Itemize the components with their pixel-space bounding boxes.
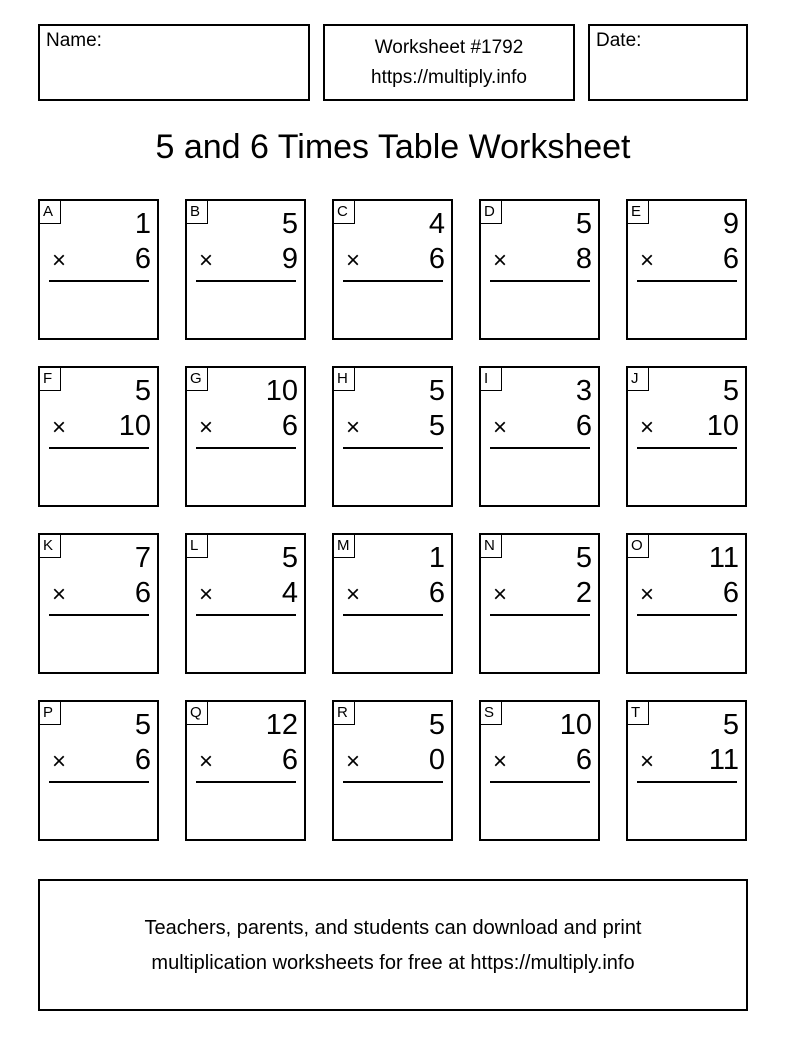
problem-card <box>38 700 159 841</box>
times-sign: × <box>199 247 214 274</box>
problem-card <box>626 533 747 674</box>
problem-letter: J <box>628 368 649 391</box>
times-sign: × <box>640 581 655 608</box>
answer-line <box>343 614 443 616</box>
problem-card <box>626 366 747 507</box>
times-sign: × <box>52 414 67 441</box>
problem-multiplier: 10 <box>706 410 739 442</box>
problem-multiplicand: 5 <box>281 542 298 574</box>
problem-multiplicand: 5 <box>722 375 739 407</box>
problem-multiplicand: 5 <box>428 709 445 741</box>
answer-line <box>49 781 149 783</box>
problem-card <box>479 366 600 507</box>
problem-multiplicand: 12 <box>265 709 298 741</box>
answer-line <box>343 447 443 449</box>
answer-line <box>196 447 296 449</box>
answer-line <box>490 781 590 783</box>
answer-line <box>490 447 590 449</box>
problem-multiplier: 10 <box>118 410 151 442</box>
problem-card <box>38 533 159 674</box>
problem-multiplicand: 10 <box>559 709 592 741</box>
times-sign: × <box>493 748 508 775</box>
problem-letter: O <box>628 535 649 558</box>
problem-card <box>38 366 159 507</box>
times-sign: × <box>346 748 361 775</box>
problem-letter: G <box>187 368 208 391</box>
answer-line <box>637 447 737 449</box>
problem-card <box>38 199 159 340</box>
times-sign: × <box>493 414 508 441</box>
problem-card <box>332 366 453 507</box>
problem-card <box>479 199 600 340</box>
times-sign: × <box>346 414 361 441</box>
footer-text-line-1: Teachers, parents, and students can download and print <box>144 917 642 939</box>
problem-multiplier: 6 <box>575 410 592 442</box>
problem-multiplicand: 5 <box>722 709 739 741</box>
problem-multiplier: 6 <box>281 744 298 776</box>
problem-letter: P <box>40 702 61 725</box>
times-sign: × <box>493 247 508 274</box>
problem-multiplier: 4 <box>281 577 298 609</box>
problem-multiplier: 0 <box>428 744 445 776</box>
problem-multiplicand: 5 <box>281 208 298 240</box>
footer-box <box>38 879 748 1011</box>
answer-line <box>343 781 443 783</box>
answer-line <box>196 280 296 282</box>
problem-card <box>626 199 747 340</box>
problem-card <box>332 533 453 674</box>
problem-multiplier: 9 <box>281 243 298 275</box>
worksheet-url: https://multiply.info <box>371 67 527 88</box>
answer-line <box>343 280 443 282</box>
answer-line <box>49 447 149 449</box>
page-title: 5 and 6 Times Table Worksheet <box>155 128 631 166</box>
times-sign: × <box>640 414 655 441</box>
problem-multiplier: 2 <box>575 577 592 609</box>
problem-multiplier: 6 <box>575 744 592 776</box>
problem-multiplicand: 5 <box>134 375 151 407</box>
problem-card <box>185 533 306 674</box>
problem-letter: T <box>628 702 649 725</box>
problem-multiplier: 6 <box>281 410 298 442</box>
problem-multiplier: 6 <box>134 243 151 275</box>
problem-multiplicand: 5 <box>134 709 151 741</box>
problem-multiplicand: 5 <box>428 375 445 407</box>
problem-card <box>332 199 453 340</box>
problem-multiplicand: 7 <box>134 542 151 574</box>
problem-multiplicand: 4 <box>428 208 445 240</box>
answer-line <box>637 614 737 616</box>
times-sign: × <box>493 581 508 608</box>
problem-card <box>185 199 306 340</box>
times-sign: × <box>52 247 67 274</box>
answer-line <box>196 781 296 783</box>
times-sign: × <box>199 581 214 608</box>
problem-multiplier: 6 <box>134 744 151 776</box>
times-sign: × <box>346 581 361 608</box>
problem-letter: F <box>40 368 61 391</box>
problem-letter: E <box>628 201 649 224</box>
answer-line <box>490 280 590 282</box>
problem-multiplier: 6 <box>722 577 739 609</box>
answer-line <box>637 781 737 783</box>
problem-letter: M <box>334 535 355 558</box>
times-sign: × <box>640 247 655 274</box>
problem-multiplicand: 5 <box>575 542 592 574</box>
problem-multiplicand: 9 <box>722 208 739 240</box>
times-sign: × <box>52 748 67 775</box>
problem-multiplicand: 10 <box>265 375 298 407</box>
problem-letter: H <box>334 368 355 391</box>
problem-card <box>626 700 747 841</box>
worksheet-number: Worksheet #1792 <box>374 37 524 58</box>
answer-line <box>637 280 737 282</box>
problem-multiplier: 6 <box>428 243 445 275</box>
times-sign: × <box>52 581 67 608</box>
answer-line <box>49 280 149 282</box>
times-sign: × <box>199 748 214 775</box>
problem-card <box>185 700 306 841</box>
problem-multiplicand: 1 <box>428 542 445 574</box>
problem-multiplier: 8 <box>575 243 592 275</box>
problem-letter: R <box>334 702 355 725</box>
problem-letter: Q <box>187 702 208 725</box>
problem-letter: C <box>334 201 355 224</box>
problem-letter: B <box>187 201 208 224</box>
problem-card <box>479 700 600 841</box>
problem-multiplicand: 3 <box>575 375 592 407</box>
answer-line <box>49 614 149 616</box>
times-sign: × <box>199 414 214 441</box>
problem-multiplier: 6 <box>134 577 151 609</box>
problem-letter: D <box>481 201 502 224</box>
problem-letter: S <box>481 702 502 725</box>
problem-multiplier: 6 <box>428 577 445 609</box>
problem-multiplicand: 5 <box>575 208 592 240</box>
problem-letter: A <box>40 201 61 224</box>
footer-text-line-2: multiplication worksheets for free at https://multiply.info <box>151 952 635 974</box>
times-sign: × <box>346 247 361 274</box>
problem-multiplier: 11 <box>708 744 739 776</box>
answer-line <box>490 614 590 616</box>
problem-multiplier: 5 <box>428 410 445 442</box>
times-sign: × <box>640 748 655 775</box>
problem-card <box>479 533 600 674</box>
problem-card <box>185 366 306 507</box>
problem-multiplicand: 11 <box>708 542 739 574</box>
problem-multiplicand: 1 <box>134 208 151 240</box>
problem-letter: N <box>481 535 502 558</box>
problem-card <box>332 700 453 841</box>
problem-multiplier: 6 <box>722 243 739 275</box>
problem-letter: I <box>481 368 502 391</box>
date-label: Date: <box>596 30 642 51</box>
answer-line <box>196 614 296 616</box>
problem-letter: L <box>187 535 208 558</box>
problem-letter: K <box>40 535 61 558</box>
name-label: Name: <box>46 30 102 51</box>
